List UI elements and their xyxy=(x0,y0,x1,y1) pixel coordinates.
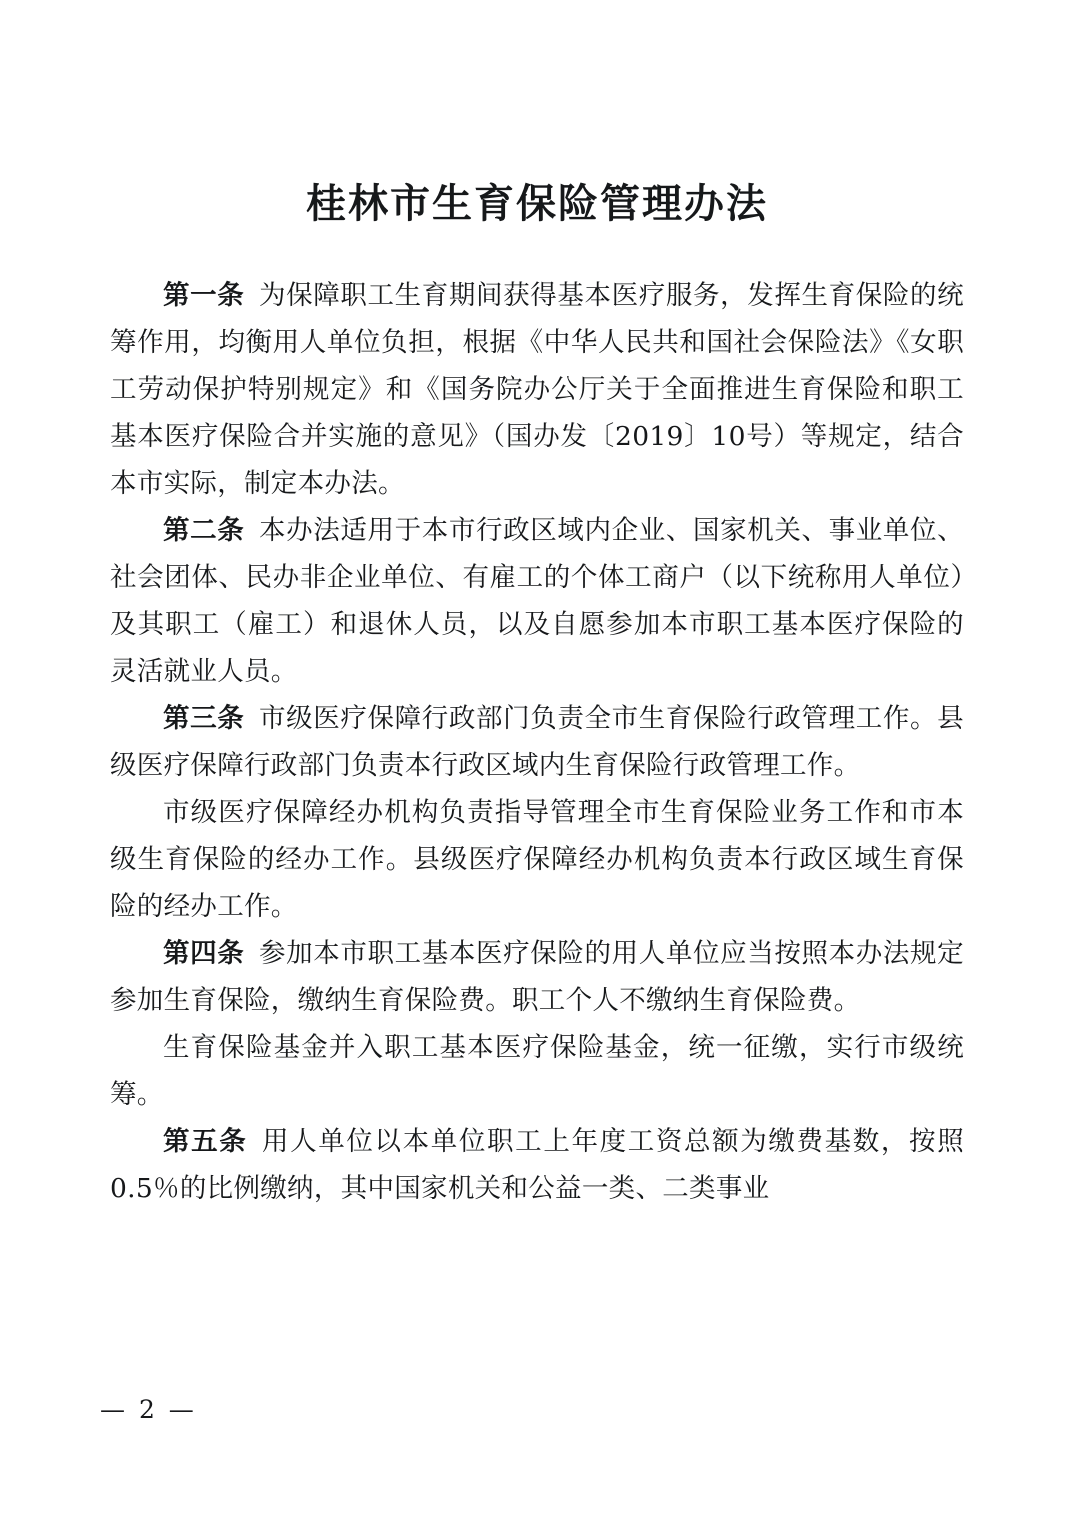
paragraph-text-2: 本办法适用于本市行政区域内企业、国家机关、事业单位、社会团体、民办非企业单位、有雇工的个体工商户（以下统称用人单位）及其职工（雇工）和退休人员，以及自愿参加本市职工基本医疗保险的灵活就业人员。 xyxy=(110,515,964,687)
article-label-1: 第一条 xyxy=(163,280,245,311)
paragraph-text-4: 市级医疗保障经办机构负责指导管理全市生育保险业务工作和市本级生育保险的经办工作。县级医疗保障经办机构负责本行政区域生育保险的经办工作。 xyxy=(110,797,964,922)
page-number: — 2 — xyxy=(100,1395,197,1424)
page-title: 桂林市生育保险管理办法 xyxy=(306,180,768,227)
paragraph-text-6: 生育保险基金并入职工基本医疗保险基金，统一征缴，实行市级统筹。 xyxy=(110,1032,964,1110)
paragraph-text-7: 用人单位以本单位职工上年度工资总额为缴费基数，按照0.5％的比例缴纳，其中国家机关和公益一类、二类事业 xyxy=(110,1126,964,1204)
article-label-2: 第二条 xyxy=(163,515,245,546)
paragraph-text-5: 参加本市职工基本医疗保险的用人单位应当按照本办法规定参加生育保险，缴纳生育保险费。职工个人不缴纳生育保险费。 xyxy=(110,938,964,1016)
article-label-5: 第五条 xyxy=(163,1126,248,1157)
paragraph-3 xyxy=(110,695,964,789)
paragraph-2 xyxy=(110,507,964,695)
paragraph-text-1: 为保障职工生育期间获得基本医疗服务，发挥生育保险的统筹作用，均衡用人单位负担，根据《中华人民共和国社会保险法》《女职工劳动保护特别规定》和《国务院办公厅关于全面推进生育保险和职工基本医疗保险合并实施的意见》（国办发〔2019〕10号）等规定，结合本市实际，制定本办法。 xyxy=(110,280,964,499)
document-body xyxy=(110,272,964,1212)
paragraph-text-3: 市级医疗保障行政部门负责全市生育保险行政管理工作。县级医疗保障行政部门负责本行政区域内生育保险行政管理工作。 xyxy=(110,703,964,781)
paragraph-7 xyxy=(110,1118,964,1212)
paragraph-1 xyxy=(110,272,964,507)
article-label-4: 第四条 xyxy=(163,938,245,969)
paragraph-4 xyxy=(110,789,964,930)
article-label-3: 第三条 xyxy=(163,703,245,734)
paragraph-6 xyxy=(110,1024,964,1118)
paragraph-5 xyxy=(110,930,964,1024)
